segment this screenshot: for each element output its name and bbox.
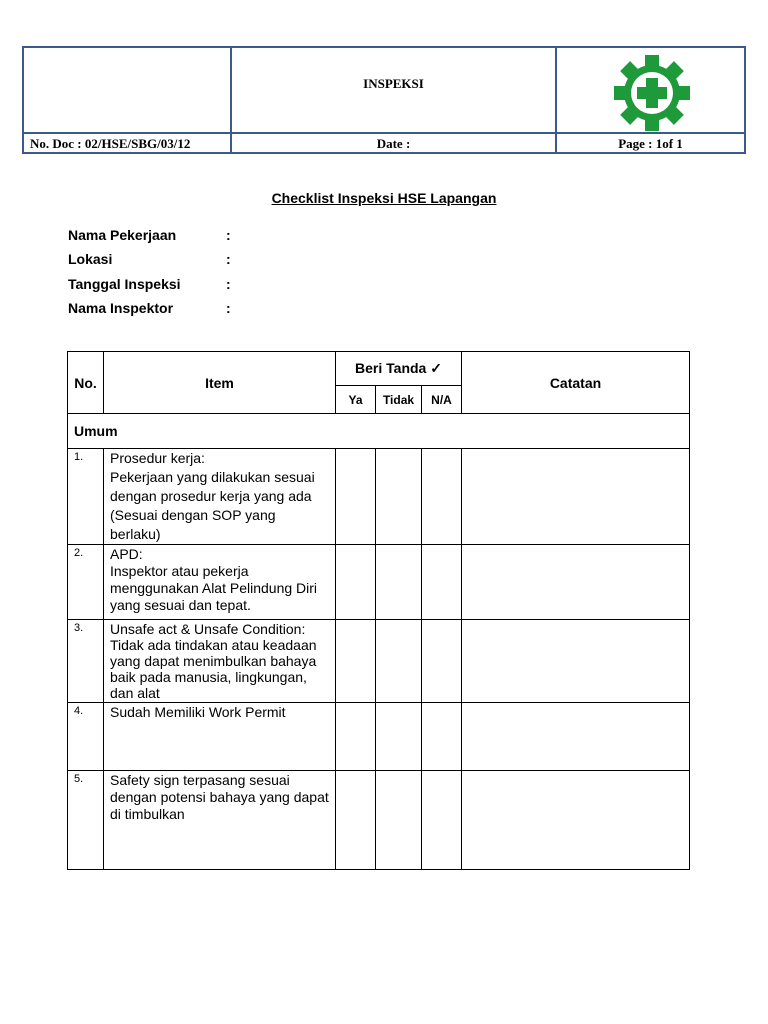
row-item-text: Safety sign terpasang sesuai dengan potensi bahaya yang dapat di timbulkan [104,771,336,870]
table-row [68,545,690,620]
table-row [68,771,690,870]
table-row [68,449,690,545]
row-number: 2. [68,545,104,620]
row-number: 1. [68,449,104,545]
field-label-nama-inspektor: Nama Inspektor [68,300,174,316]
page-title: Checklist Inspeksi HSE Lapangan [271,190,497,206]
checkbox-na[interactable] [422,449,462,545]
checkbox-na[interactable] [422,703,462,771]
notes-cell[interactable] [462,545,690,620]
row-number: 5. [68,771,104,870]
checkbox-tidak[interactable] [376,449,422,545]
date-label: Date : [376,136,411,151]
document-number: No. Doc : 02/HSE/SBG/03/12 [30,136,191,151]
checkbox-tidak[interactable] [376,771,422,870]
document-header [22,46,746,154]
notes-cell[interactable] [462,703,690,771]
field-separator: : [226,300,231,316]
notes-cell[interactable] [462,620,690,703]
table-row [68,703,690,771]
field-label-tanggal-inspeksi: Tanggal Inspeksi [68,276,181,292]
col-header-item: Item [104,352,336,414]
table-row [68,620,690,703]
notes-cell[interactable] [462,771,690,870]
field-separator: : [226,251,231,267]
header-title: INSPEKSI [363,76,424,91]
checkbox-na[interactable] [422,771,462,870]
row-item-text: Prosedur kerja: Pekerjaan yang dilakukan sesuai dengan prosedur kerja yang ada (Sesuai dengan SOP yang berlaku) [104,449,336,545]
checkbox-tidak[interactable] [376,703,422,771]
row-number: 4. [68,703,104,771]
checkbox-tidak[interactable] [376,620,422,703]
field-separator: : [226,276,231,292]
field-label-nama-pekerjaan: Nama Pekerjaan [68,227,177,243]
checkbox-ya[interactable] [336,449,376,545]
col-header-ya: Ya [336,386,376,414]
checkbox-ya[interactable] [336,771,376,870]
checkbox-na[interactable] [422,620,462,703]
checklist-table [67,351,690,870]
checkbox-ya[interactable] [336,703,376,771]
col-header-no: No. [68,352,104,414]
page-number: Page : 1of 1 [618,136,683,151]
field-separator: : [226,227,231,243]
notes-cell[interactable] [462,449,690,545]
row-number: 3. [68,620,104,703]
field-label-lokasi: Lokasi [68,251,113,267]
col-header-tidak: Tidak [376,386,422,414]
safety-gear-logo-icon [600,52,710,137]
checkbox-tidak[interactable] [376,545,422,620]
checkbox-na[interactable] [422,545,462,620]
col-header-beri-tanda: Beri Tanda ✓ [336,352,462,386]
row-item-text: Unsafe act & Unsafe Condition: Tidak ada tindakan atau keadaan yang dapat menimbulkan bahaya baik pada manusia, lingkungan, dan alat [104,620,336,703]
checkbox-ya[interactable] [336,545,376,620]
row-item-text: APD: Inspektor atau pekerja menggunakan Alat Pelindung Diri yang sesuai dan tepat. [104,545,336,620]
col-header-catatan: Catatan [462,352,690,414]
col-header-na: N/A [422,386,462,414]
checkbox-ya[interactable] [336,620,376,703]
row-item-text: Sudah Memiliki Work Permit [104,703,336,771]
section-heading: Umum [68,414,690,449]
